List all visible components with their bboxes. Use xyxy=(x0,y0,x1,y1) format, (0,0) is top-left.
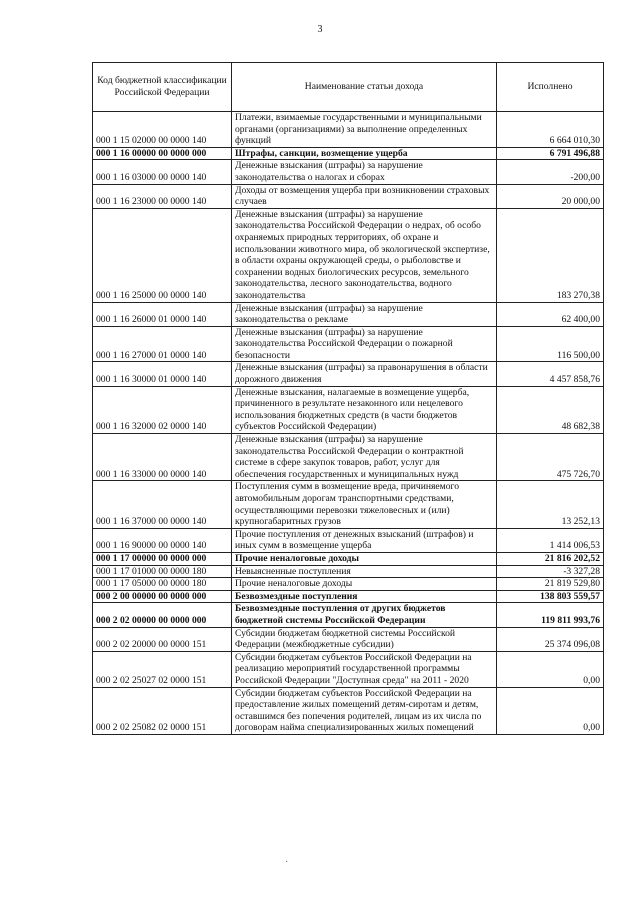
row-code: 000 1 16 23000 00 0000 140 xyxy=(93,184,232,208)
row-value: 13 252,13 xyxy=(497,481,604,528)
row-name: Субсидии бюджетам субъектов Российской Федерации на предоставление жилых помещений детям-сиротам и детям, оставшимся без попечения родителей, лицам из их числа по договорам найма специализированных жилых помещений xyxy=(232,687,497,734)
row-name: Поступления сумм в возмещение вреда, причиняемого автомобильным дорогам транспортными средствами, осуществляющими перевозки тяжеловесных и (или) крупногабаритных грузов xyxy=(232,481,497,528)
table-row xyxy=(93,362,604,386)
table-row xyxy=(93,578,604,591)
table-row xyxy=(93,528,604,552)
row-name: Безвозмездные поступления от других бюджетов бюджетной системы Российской Федерации xyxy=(232,603,497,627)
row-code: 000 2 02 00000 00 0000 000 xyxy=(93,603,232,627)
row-value: 1 414 006,53 xyxy=(497,528,604,552)
row-code: 000 1 16 33000 00 0000 140 xyxy=(93,434,232,481)
header-name: Наименование статьи дохода xyxy=(232,63,497,112)
row-code: 000 1 17 05000 00 0000 180 xyxy=(93,578,232,591)
row-code: 000 1 16 27000 01 0000 140 xyxy=(93,326,232,362)
row-name: Субсидии бюджетам бюджетной системы Российской Федерации (межбюджетные субсидии) xyxy=(232,627,497,651)
row-value: -200,00 xyxy=(497,160,604,184)
row-value: 6 664 010,30 xyxy=(497,112,604,148)
row-value: 25 374 096,08 xyxy=(497,627,604,651)
table-header-row xyxy=(93,63,604,112)
row-value: 119 811 993,76 xyxy=(497,603,604,627)
row-code: 000 1 16 00000 00 0000 000 xyxy=(93,147,232,160)
row-value: 4 457 858,76 xyxy=(497,362,604,386)
table-row xyxy=(93,552,604,565)
row-name: Доходы от возмещения ущерба при возникновении страховых случаев xyxy=(232,184,497,208)
row-name: Прочие неналоговые доходы xyxy=(232,552,497,565)
table-row xyxy=(93,651,604,687)
footer-mark: · xyxy=(285,857,289,868)
row-name: Денежные взыскания (штрафы) за нарушение законодательства Российской Федерации о пожарной безопасности xyxy=(232,326,497,362)
row-code: 000 1 16 26000 01 0000 140 xyxy=(93,302,232,326)
row-code: 000 2 02 20000 00 0000 151 xyxy=(93,627,232,651)
row-name: Безвозмездные поступления xyxy=(232,590,497,603)
row-value: 0,00 xyxy=(497,687,604,734)
row-code: 000 1 16 03000 00 0000 140 xyxy=(93,160,232,184)
revenue-table xyxy=(92,62,604,735)
row-value: 116 500,00 xyxy=(497,326,604,362)
table-row xyxy=(93,326,604,362)
table-row xyxy=(93,434,604,481)
row-value: 183 270,38 xyxy=(497,208,604,302)
row-value: 62 400,00 xyxy=(497,302,604,326)
row-value: -3 327,28 xyxy=(497,565,604,578)
row-value: 48 682,38 xyxy=(497,386,604,433)
row-code: 000 2 02 25027 02 0000 151 xyxy=(93,651,232,687)
row-name: Денежные взыскания (штрафы) за нарушение законодательства Российской Федерации о контрактной системе в сфере закупок товаров, работ, услуг для обеспечения государственных и муниципальных нужд xyxy=(232,434,497,481)
table-row xyxy=(93,687,604,734)
table-row xyxy=(93,386,604,433)
table-row xyxy=(93,565,604,578)
row-name: Денежные взыскания (штрафы) за правонарушения в области дорожного движения xyxy=(232,362,497,386)
table-row xyxy=(93,184,604,208)
row-value: 138 803 559,57 xyxy=(497,590,604,603)
table-row xyxy=(93,302,604,326)
row-code: 000 1 15 02000 00 0000 140 xyxy=(93,112,232,148)
row-name: Денежные взыскания (штрафы) за нарушение законодательства Российской Федерации о недрах, об особо охраняемых природных территориях, об охране и использовании животного мира, об экологической экспертизе, в области охраны окружающей среды, о рыболовстве и сохранении водных биологических ресурсов, земельного законодательства, лесного законодательства, водного законодательства xyxy=(232,208,497,302)
row-name: Штрафы, санкции, возмещение ущерба xyxy=(232,147,497,160)
row-name: Прочие поступления от денежных взысканий (штрафов) и иных сумм в возмещение ущерба xyxy=(232,528,497,552)
page-number: 3 xyxy=(317,24,323,35)
row-value: 0,00 xyxy=(497,651,604,687)
row-code: 000 2 00 00000 00 0000 000 xyxy=(93,590,232,603)
row-name: Прочие неналоговые доходы xyxy=(232,578,497,591)
header-code: Код бюджетной классификации Российской Федерации xyxy=(93,63,232,112)
table-row xyxy=(93,147,604,160)
row-value: 6 791 496,88 xyxy=(497,147,604,160)
row-name: Платежи, взимаемые государственными и муниципальными органами (организациями) за выполнение определенных функций xyxy=(232,112,497,148)
table-row xyxy=(93,208,604,302)
row-code: 000 1 16 32000 02 0000 140 xyxy=(93,386,232,433)
table-row xyxy=(93,112,604,148)
header-value: Исполнено xyxy=(497,63,604,112)
row-code: 000 1 16 25000 00 0000 140 xyxy=(93,208,232,302)
table-row xyxy=(93,481,604,528)
row-value: 475 726,70 xyxy=(497,434,604,481)
row-name: Денежные взыскания (штрафы) за нарушение законодательства о рекламе xyxy=(232,302,497,326)
row-code: 000 1 16 30000 01 0000 140 xyxy=(93,362,232,386)
row-name: Субсидии бюджетам субъектов Российской Федерации на реализацию мероприятий государственной программы Российской Федерации "Доступная среда" на 2011 - 2020 xyxy=(232,651,497,687)
row-value: 21 819 529,80 xyxy=(497,578,604,591)
row-code: 000 1 16 90000 00 0000 140 xyxy=(93,528,232,552)
table-row xyxy=(93,627,604,651)
row-name: Денежные взыскания, налагаемые в возмещение ущерба, причиненного в результате незаконного или нецелевого использования бюджетных средств (в части бюджетов субъектов Российской Федерации) xyxy=(232,386,497,433)
table-row xyxy=(93,603,604,627)
row-value: 20 000,00 xyxy=(497,184,604,208)
row-code: 000 1 16 37000 00 0000 140 xyxy=(93,481,232,528)
row-name: Невыясненные поступления xyxy=(232,565,497,578)
table-row xyxy=(93,590,604,603)
row-code: 000 1 17 00000 00 0000 000 xyxy=(93,552,232,565)
row-code: 000 1 17 01000 00 0000 180 xyxy=(93,565,232,578)
table-row xyxy=(93,160,604,184)
row-value: 21 816 202,52 xyxy=(497,552,604,565)
row-code: 000 2 02 25082 02 0000 151 xyxy=(93,687,232,734)
row-name: Денежные взыскания (штрафы) за нарушение законодательства о налогах и сборах xyxy=(232,160,497,184)
